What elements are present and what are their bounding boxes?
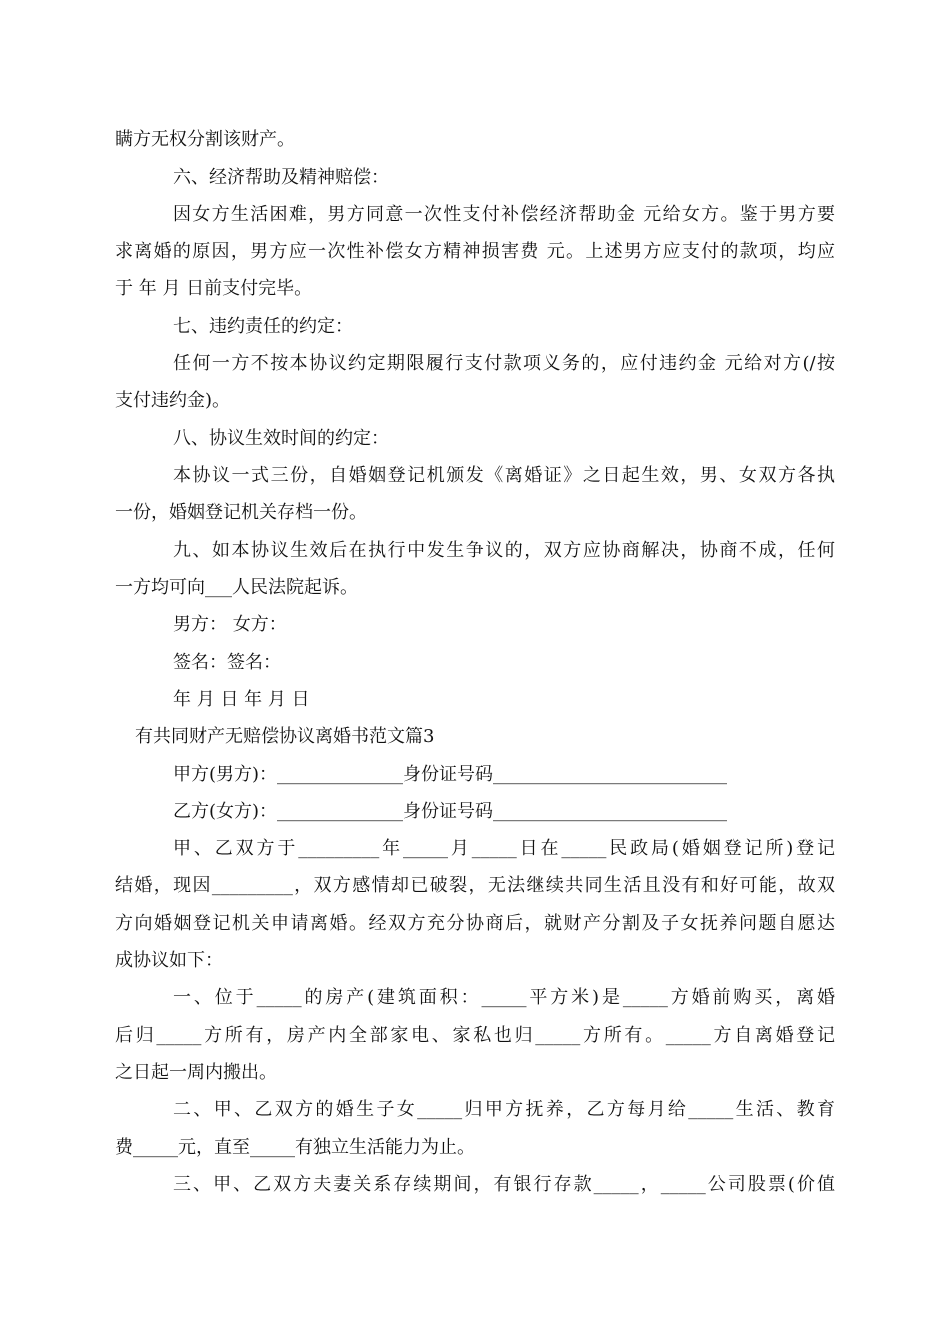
signature-line: 签名：签名： bbox=[173, 652, 281, 673]
date-line: 年 月 日 年 月 日 bbox=[173, 689, 310, 710]
signature-parties: 男方： 女方： bbox=[173, 614, 287, 635]
text-line: 方向婚姻登记机关申请离婚。经双方充分协商后，就财产分割及子女抚养问题自愿达 bbox=[115, 913, 835, 934]
text-line: 后归_____方所有，房产内全部家电、家私也归_____方所有。_____方自离婚登记 bbox=[115, 1025, 835, 1046]
section-heading: 七、违约责任的约定： bbox=[173, 316, 353, 337]
text-line: 本协议一式三份，自婚姻登记机颁发《离婚证》之日起生效，男、女双方各执 bbox=[173, 465, 835, 486]
section-title: 有共同财产无赔偿协议离婚书范文篇3 bbox=[135, 726, 435, 747]
text-line: 因女方生活困难，男方同意一次性支付补偿经济帮助金 元给女方。鉴于男方要 bbox=[173, 204, 835, 225]
text-line: 九、如本协议生效后在执行中发生争议的，双方应协商解决，协商不成，任何 bbox=[173, 540, 835, 561]
text-line: 任何一方不按本协议约定期限履行支付款项义务的，应付违约金 元给对方(/按 bbox=[173, 353, 835, 374]
text-line: 于 年 月 日前支付完毕。 bbox=[115, 278, 313, 299]
text-line: 二、甲、乙双方的婚生子女_____归甲方抚养，乙方每月给_____生活、教育 bbox=[173, 1099, 835, 1120]
text-line: 一、位于_____的房产(建筑面积：_____平方米)是_____方婚前购买，离婚 bbox=[173, 987, 835, 1008]
text-line: 费_____元，直至_____有独立生活能力为止。 bbox=[115, 1137, 475, 1158]
text-line: 求离婚的原因，男方应一次性补偿女方精神损害费 元。上述男方应支付的款项，均应 bbox=[115, 241, 835, 262]
text-line: 瞒方无权分割该财产。 bbox=[115, 129, 295, 150]
section-heading: 八、协议生效时间的约定： bbox=[173, 428, 389, 449]
text-line: 成协议如下： bbox=[115, 950, 223, 971]
section-heading: 六、经济帮助及精神赔偿： bbox=[173, 167, 389, 188]
text-line: 支付违约金)。 bbox=[115, 390, 231, 411]
text-line: 之日起一周内搬出。 bbox=[115, 1062, 277, 1083]
text-line: 结婚，现因_________，双方感情却已破裂，无法继续共同生活且没有和好可能，故双 bbox=[115, 875, 835, 896]
text-line: 一方均可向___人民法院起诉。 bbox=[115, 577, 358, 598]
text-line: 甲、乙双方于_________年_____月_____日在_____民政局(婚姻登记所)登记 bbox=[173, 838, 835, 859]
party-b-line: 乙方(女方)：______________身份证号码__________________________ bbox=[173, 801, 728, 822]
text-line: 一份，婚姻登记机关存档一份。 bbox=[115, 502, 367, 523]
party-a-line: 甲方(男方)：______________身份证号码__________________________ bbox=[173, 764, 728, 785]
text-line: 三、甲、乙双方夫妻关系存续期间，有银行存款_____，_____公司股票(价值 bbox=[173, 1174, 835, 1195]
